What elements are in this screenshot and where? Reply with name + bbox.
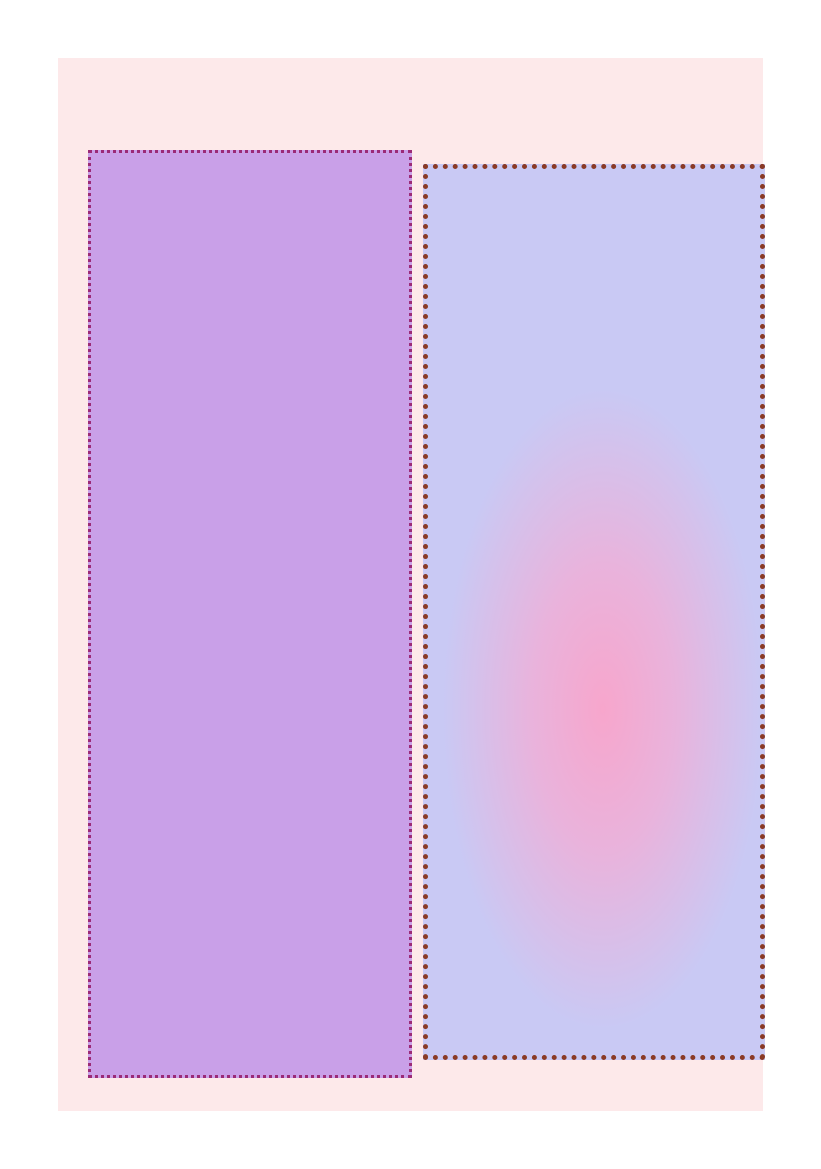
picture-grid — [88, 150, 412, 1078]
instructions-panel — [423, 164, 765, 1060]
page-title — [60, 56, 760, 136]
